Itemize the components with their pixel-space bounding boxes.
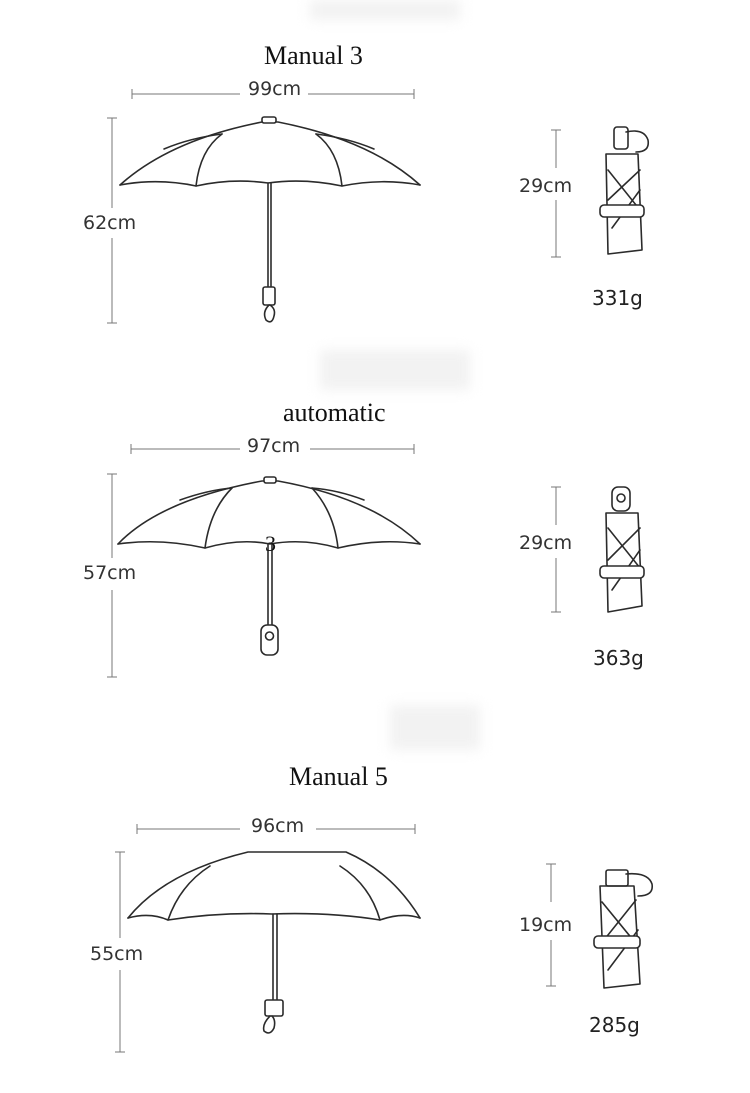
model-title: Manual 3 bbox=[264, 41, 363, 70]
weight-label: 285g bbox=[589, 1013, 640, 1037]
weight-label: 331g bbox=[592, 286, 643, 310]
folded-height-label: 29cm bbox=[519, 175, 573, 197]
height-label: 57cm bbox=[83, 562, 137, 584]
folded-height-label: 29cm bbox=[519, 532, 573, 554]
model-title: Manual 5 bbox=[289, 762, 388, 791]
height-label: 55cm bbox=[90, 943, 144, 965]
height-label: 62cm bbox=[83, 212, 137, 234]
width-label: 97cm bbox=[247, 435, 301, 457]
width-label: 96cm bbox=[251, 815, 305, 837]
folded-height-label: 19cm bbox=[519, 914, 573, 936]
weight-label: 363g bbox=[593, 646, 644, 670]
width-label: 99cm bbox=[248, 78, 302, 100]
stray-mark: 3 bbox=[265, 531, 276, 556]
model-title: automatic bbox=[283, 398, 386, 427]
